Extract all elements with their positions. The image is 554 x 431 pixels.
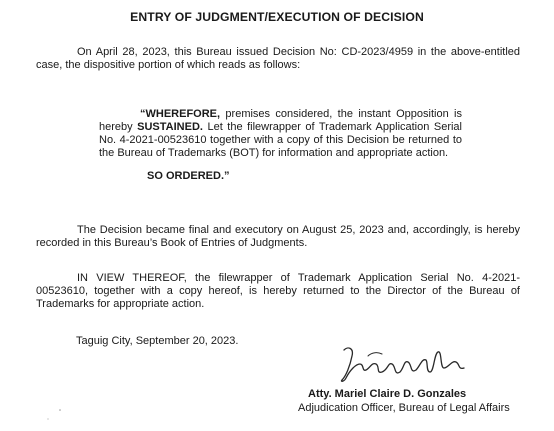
place-and-date: Taguig City, September 20, 2023. <box>76 335 239 347</box>
document-heading: ENTRY OF JUDGMENT/EXECUTION OF DECISION <box>130 10 424 24</box>
quote-text-b: Let the filewrapper of Trademark Application Serial No. 4-2021-00523610 together with a copy of this Decision be returned to the Bureau of Trademarks (BOT) for information and appropriate action. <box>99 121 462 159</box>
signatory-name: Atty. Mariel Claire D. Gonzales <box>308 388 467 400</box>
quote-text-a: premises considered, the instant Opposition is hereby <box>99 108 462 133</box>
finality-paragraph: The Decision became final and executory on August 25, 2023 and, accordingly, is hereby recorded in this Bureau’s Book of Entries of Judgments. <box>36 224 520 249</box>
so-ordered: SO ORDERED.” <box>147 170 230 182</box>
intro-text: On April 28, 2023, this Bureau issued Decision No: CD-2023/4959 in the above-entitled case, the dispositive portion of which reads as follows: <box>36 46 520 71</box>
return-paragraph: IN VIEW THEREOF, the filewrapper of Trademark Application Serial No. 4-2021-00523610, together with a copy hereof, is hereby returned to the Director of the Bureau of Trademarks for appropriate action. <box>36 272 520 310</box>
signatory-title: Adjudication Officer, Bureau of Legal Affairs <box>298 402 510 414</box>
sustained-text: SUSTAINED. <box>137 121 203 133</box>
wherefore-text: “WHEREFORE, <box>140 108 221 120</box>
